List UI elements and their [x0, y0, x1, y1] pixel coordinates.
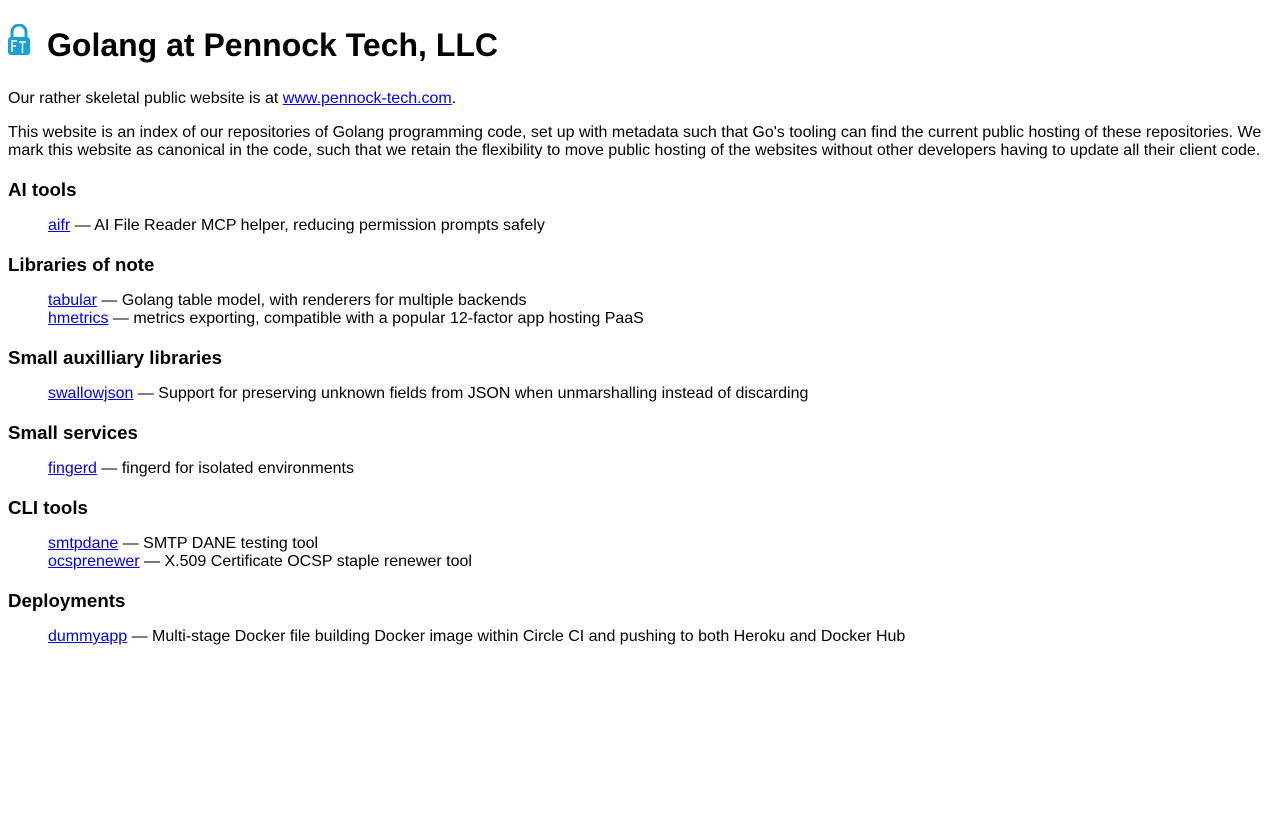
list-item: [48, 385, 1272, 403]
intro-description: This website is an index of our repositories of Golang programming code, set up with metadata such that Go's tooling can find the current public hosting of these repositories. We mark this website as canonical in the code, such that we retain the flexibility to move public hosting of the websites without other developers having to update all their client code.: [8, 124, 1262, 159]
section-heading: Small auxilliary libraries: [8, 347, 222, 368]
section-cli-tools: [8, 497, 1272, 571]
section-heading: Small services: [8, 422, 138, 443]
repo-link-aifr[interactable]: aifr: [48, 217, 71, 234]
list-item: [48, 292, 1272, 310]
repo-description: — Support for preserving unknown fields from JSON when unmarshalling instead of discarding: [133, 385, 809, 402]
list-item: [48, 553, 1272, 571]
section-heading: Libraries of note: [8, 254, 155, 275]
repo-list: [8, 217, 1272, 235]
repo-list: [8, 628, 1272, 646]
repo-link-fingerd[interactable]: fingerd: [48, 460, 97, 477]
repo-list: [8, 292, 1272, 328]
repo-description: — AI File Reader MCP helper, reducing permission prompts safely: [70, 217, 545, 234]
list-item: [48, 628, 1272, 646]
section-small-auxilliary-libraries: [8, 347, 1272, 403]
repo-link-hmetrics[interactable]: hmetrics: [48, 310, 109, 327]
page-title: Golang at Pennock Tech, LLC: [47, 27, 499, 63]
repo-description: — X.509 Certificate OCSP staple renewer tool: [139, 553, 472, 570]
repo-description: — SMTP DANE testing tool: [118, 535, 319, 552]
repo-link-swallowjson[interactable]: swallowjson: [48, 385, 134, 402]
section-heading: Deployments: [8, 590, 126, 611]
repo-list: [8, 385, 1272, 403]
intro-website-line: [8, 90, 1272, 108]
repo-description: — Multi-stage Docker file building Docker image within Circle CI and pushing to both Heroku and Docker Hub: [127, 628, 906, 645]
section-heading: CLI tools: [8, 497, 88, 518]
section-deployments: [8, 590, 1272, 646]
section-small-services: [8, 422, 1272, 478]
section-ai-tools: [8, 179, 1272, 235]
repo-description: — metrics exporting, compatible with a popular 12-factor app hosting PaaS: [108, 310, 644, 327]
list-item: [48, 310, 1272, 328]
website-link[interactable]: www.pennock-tech.com: [282, 90, 452, 107]
repo-list: [8, 535, 1272, 571]
section-heading: AI tools: [8, 179, 77, 200]
page-header: [8, 21, 1272, 69]
list-item: [48, 460, 1272, 478]
repo-list: [8, 460, 1272, 478]
repo-description: — fingerd for isolated environments: [96, 460, 354, 477]
repo-link-dummyapp[interactable]: dummyapp: [48, 628, 128, 645]
repo-link-tabular[interactable]: tabular: [48, 292, 97, 309]
repo-description: — Golang table model, with renderers for multiple backends: [96, 292, 527, 309]
intro-website-suffix: .: [451, 90, 457, 107]
list-item: [48, 535, 1272, 553]
intro-website-prefix: Our rather skeletal public website is at: [8, 90, 283, 107]
padlock-pt-logo-icon: [8, 24, 30, 56]
list-item: [48, 217, 1272, 235]
section-libraries-of-note: [8, 254, 1272, 328]
repo-link-ocsprenewer[interactable]: ocsprenewer: [48, 553, 140, 570]
repo-link-smtpdane[interactable]: smtpdane: [48, 535, 119, 552]
